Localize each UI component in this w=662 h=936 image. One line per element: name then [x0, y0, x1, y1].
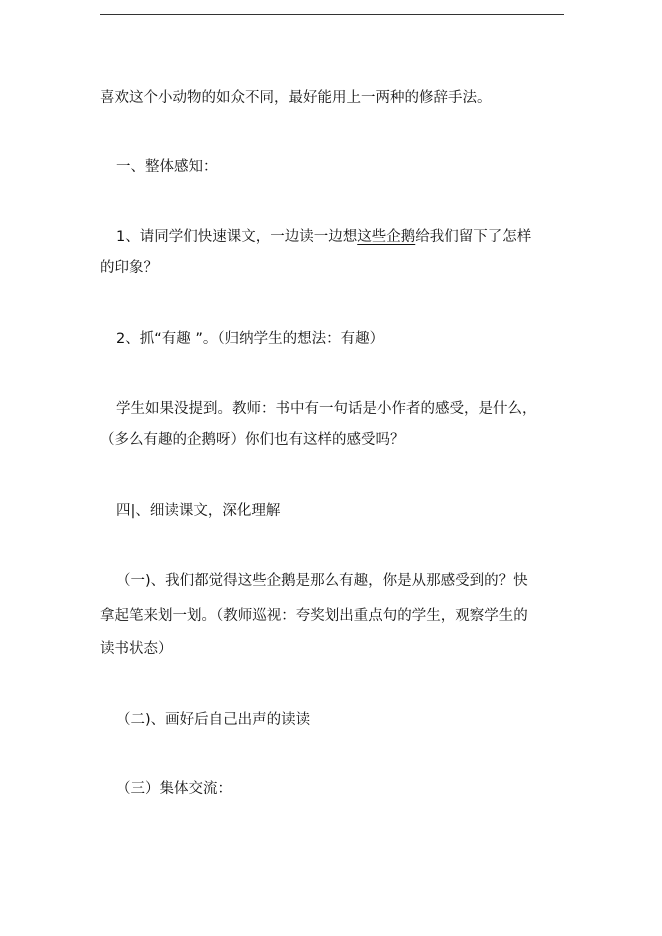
paragraph-line: 读书状态）: [100, 641, 173, 657]
paragraph-teacher-note-cont: [100, 425, 570, 456]
section-heading-detail: [100, 496, 586, 527]
paragraph-line: 2、抓“有趣 ”。（归纳学生的想法：有趣）: [116, 331, 385, 347]
heading-text: 四|、细读课文，深化理解: [116, 503, 281, 519]
paragraph-line: 学生如果没提到。教师：书中有一句话是小作者的感受，是什么，: [116, 401, 537, 417]
paragraph-teacher-note: [100, 394, 586, 425]
paragraph-part-2: [100, 705, 586, 736]
paragraph-part-1-cont: [100, 634, 570, 665]
paragraph-line: 拿起笔来划一划。（教师巡视：夸奖划出重点句的学生，观察学生的: [100, 608, 528, 624]
paragraph-line: （一)、我们都觉得这些企鹅是那么有趣，你是从那感受到的？快: [116, 573, 528, 589]
paragraph-line: [116, 229, 531, 245]
paragraph-question-2: [100, 324, 586, 355]
paragraph-question-1: [100, 222, 586, 253]
paragraph-line: 的印象？: [100, 260, 158, 276]
paragraph-continuation: [100, 83, 570, 114]
paragraph-part-1: [100, 566, 586, 597]
paragraph-part-3: [100, 774, 586, 805]
paragraph-line: 喜欢这个小动物的如众不同，最好能用上一两种的修辞手法。: [100, 90, 492, 106]
header-rule: [100, 14, 564, 15]
underlined-text: 这些企鹅: [357, 229, 416, 245]
section-heading-overall: [100, 152, 586, 183]
paragraph-part-1-cont: [100, 601, 570, 632]
paragraph-line: （三）集体交流：: [116, 781, 232, 797]
heading-text: 一、整体感知：: [116, 159, 218, 175]
paragraph-line: （二)、画好后自己出声的读读: [116, 712, 311, 728]
paragraph-question-1-cont: [100, 253, 570, 284]
line-text: 1、请同学们快速课文，一边读一边想: [116, 229, 358, 245]
paragraph-line: （多么有趣的企鹅呀）你们也有这样的感受吗？: [100, 432, 405, 448]
line-text: 给我们留下了怎样: [415, 229, 532, 245]
